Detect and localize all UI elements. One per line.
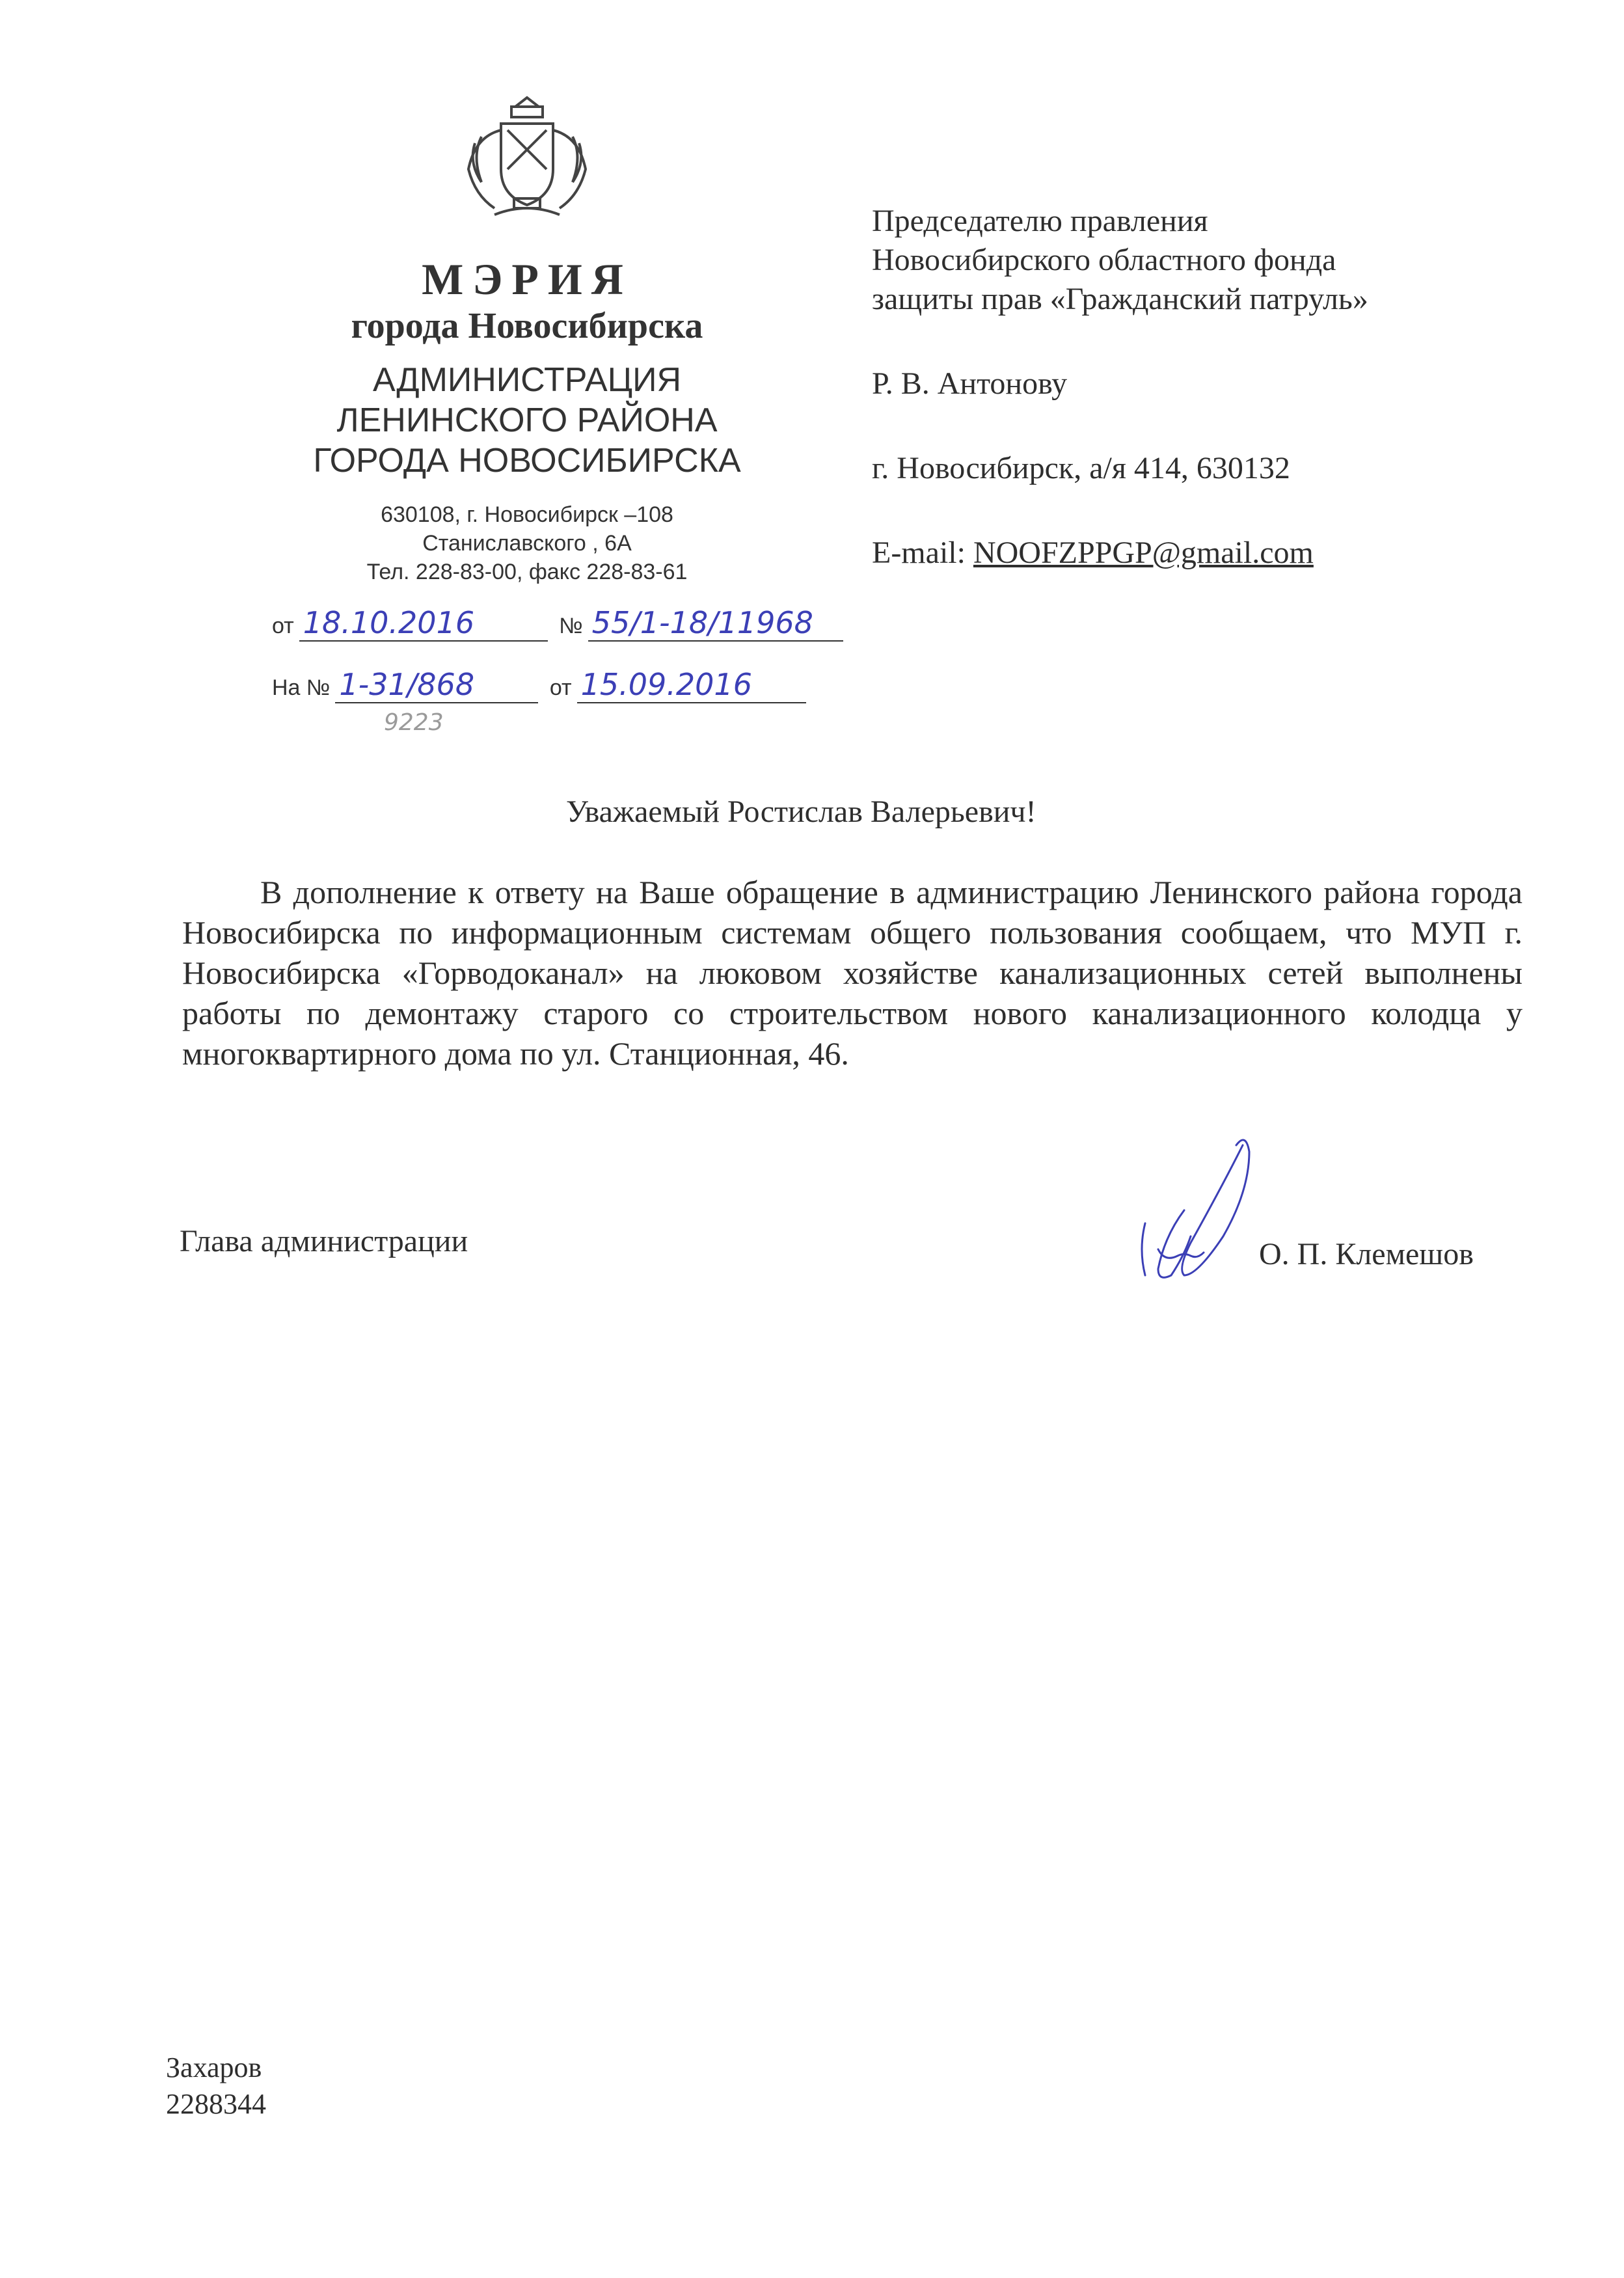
executor-name: Захаров bbox=[166, 2052, 262, 2083]
outgoing-reference bbox=[267, 605, 843, 642]
address-line: Тел. 228-83-00, факс 228-83-61 bbox=[366, 560, 688, 584]
email-label: E-mail: bbox=[872, 536, 966, 570]
body-paragraph: В дополнение к ответу на Ваше обращение в администрацию Ленинского района города Новосибирска по информационным системам общего пользования сообщаем, что МУП г. Новосибирска «Горводоканал» на люковом хозяйстве канализационных сетей выполнены работы по демонтажу старого со строительством нового канализационного колодца у многоквартирного дома по ул. Станционная, 46. bbox=[182, 874, 1522, 1072]
org-title: МЭРИЯ bbox=[422, 254, 632, 304]
address-line: Станиславского , 6А bbox=[422, 531, 632, 556]
admin-line: АДМИНИСТРАЦИЯ bbox=[372, 361, 682, 399]
addressee-line: Новосибирского областного фонда bbox=[872, 243, 1336, 277]
addressee-line: Председателю правления bbox=[872, 204, 1208, 238]
executor-info bbox=[166, 2050, 266, 2122]
admin-name bbox=[247, 360, 807, 481]
addressee-line: защиты прав «Гражданский патруль» bbox=[872, 282, 1368, 316]
admin-line: ГОРОДА НОВОСИБИРСКА bbox=[313, 442, 741, 480]
admin-line: ЛЕНИНСКОГО РАЙОНА bbox=[336, 401, 718, 439]
from-label: от bbox=[272, 614, 294, 638]
letter-number: 55/1-18/11968 bbox=[588, 605, 843, 642]
reply-number: 1-31/868 bbox=[335, 667, 538, 703]
addressee-address: г. Новосибирск, а/я 414, 630132 bbox=[872, 451, 1290, 485]
reply-label: На № bbox=[272, 675, 331, 700]
handwritten-mark: 9223 bbox=[384, 709, 444, 736]
addressee-email bbox=[872, 534, 1588, 573]
incoming-reference bbox=[267, 667, 806, 703]
addressee-name: Р. В. Антонову bbox=[872, 366, 1068, 401]
letterhead bbox=[247, 91, 807, 586]
executor-phone: 2288344 bbox=[166, 2088, 266, 2120]
org-address bbox=[247, 500, 807, 586]
address-line: 630108, г. Новосибирск –108 bbox=[381, 502, 673, 527]
letter-date: 18.10.2016 bbox=[299, 605, 548, 642]
reply-date: 15.09.2016 bbox=[577, 667, 806, 703]
email-link[interactable]: NOOFZPPGP@gmail.com bbox=[973, 536, 1314, 570]
reply-from-label: от bbox=[549, 675, 572, 700]
addressee bbox=[872, 202, 1588, 573]
number-label: № bbox=[559, 614, 583, 638]
salutation: Уважаемый Ростислав Валерьевич! bbox=[566, 794, 1036, 829]
signatory-title: Глава администрации bbox=[180, 1224, 468, 1258]
org-city: города Новосибирска bbox=[351, 306, 703, 346]
signatory-name: О. П. Клемешов bbox=[1259, 1237, 1474, 1271]
coat-of-arms-icon bbox=[455, 91, 599, 228]
